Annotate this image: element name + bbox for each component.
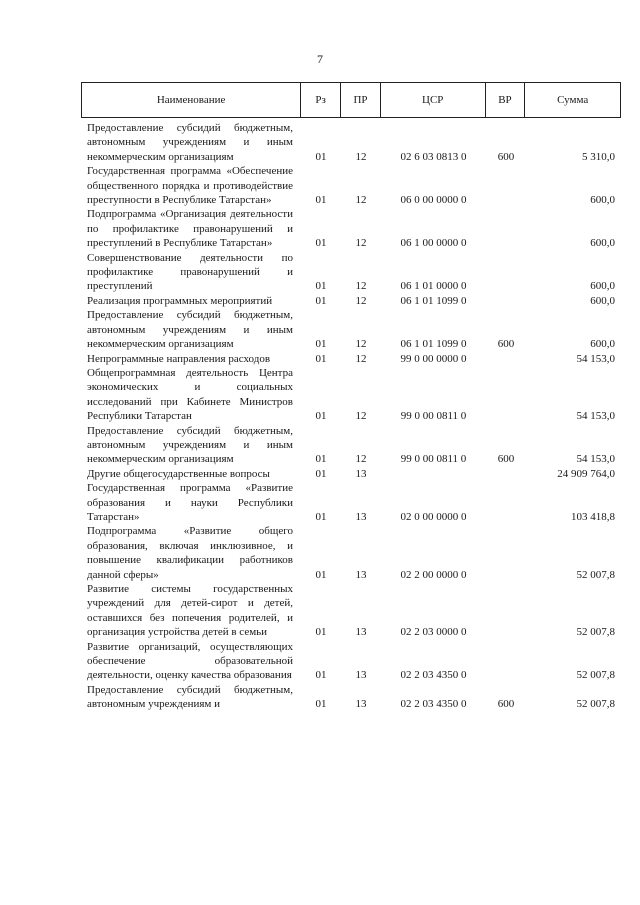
row-csr: 06 1 00 0000 0 [400,237,467,250]
row-csr: 99 0 00 0811 0 [400,453,467,466]
row-csr: 06 1 01 1099 0 [400,294,467,307]
row-name: Развитие организаций, осуществляющих обеспечение образовательной деятельности, оценку качества образования [87,640,293,682]
row-csr: 02 0 00 0000 0 [400,510,467,523]
table-row [81,524,621,582]
table-row [81,683,621,712]
row-csr: 06 1 01 1099 0 [400,338,467,351]
row-sum: 600,0 [590,280,615,293]
table-row [81,121,621,164]
row-csr: 02 2 03 4350 0 [400,669,467,682]
table-row [81,582,621,640]
row-pr: 13 [355,568,367,581]
row-rz: 01 [315,410,327,423]
table-row [81,164,621,207]
table-row [81,366,621,424]
row-rz: 01 [315,510,327,523]
row-rz: 01 [315,669,327,682]
row-sum: 52 007,8 [576,698,615,711]
table-body [81,121,621,712]
table-row [81,207,621,250]
page-number: 7 [317,52,323,66]
table-row [81,467,621,481]
row-rz: 01 [315,194,327,207]
row-sum: 52 007,8 [576,568,615,581]
row-vr: 600 [497,150,515,163]
table-row [81,294,621,308]
row-csr: 06 1 01 0000 0 [400,280,467,293]
table-row [81,424,621,467]
row-sum: 54 153,0 [576,453,615,466]
row-sum: 54 153,0 [576,352,615,365]
row-pr: 13 [355,669,367,682]
row-csr: 02 2 03 0000 0 [400,626,467,639]
row-pr: 12 [355,352,367,365]
row-csr: 02 6 03 0813 0 [400,150,467,163]
table-header [81,82,621,118]
row-sum: 600,0 [590,194,615,207]
row-pr: 12 [355,294,367,307]
row-pr: 12 [355,194,367,207]
row-name: Подпрограмма «Организация деятельности по профилактике правонарушений и преступлений в Республике Татарстан» [87,208,293,250]
row-name: Реализация программных мероприятий [87,294,273,307]
table-row [81,640,621,683]
row-rz: 01 [315,568,327,581]
row-name: Государственная программа «Обеспечение общественного порядка и противодействие преступности в Республике Татарстан» [87,165,293,207]
row-csr: 02 2 00 0000 0 [400,568,467,581]
column-header-csr: ЦСР [381,83,486,117]
row-rz: 01 [315,280,327,293]
row-sum: 5 310,0 [582,150,615,163]
row-pr: 13 [355,626,367,639]
row-name: Другие общегосударственные вопросы [87,467,270,480]
row-pr: 12 [355,410,367,423]
row-pr: 13 [355,510,367,523]
row-sum: 52 007,8 [576,626,615,639]
row-csr: 99 0 00 0000 0 [400,352,467,365]
row-name: Предоставление субсидий бюджетным, автономным учреждениям и иным некоммерческим организациям [87,122,293,163]
row-sum: 600,0 [590,237,615,250]
row-csr: 02 2 03 4350 0 [400,698,467,711]
table-row [81,352,621,366]
row-pr: 13 [355,698,367,711]
row-sum: 52 007,8 [576,669,615,682]
row-name: Государственная программа «Развитие образования и науки Республики Татарстан» [87,482,293,523]
row-sum: 54 153,0 [576,410,615,423]
column-header-pr: ПР [341,83,381,117]
row-pr: 13 [355,467,367,480]
row-pr: 12 [355,280,367,293]
row-pr: 12 [355,237,367,250]
row-vr: 600 [497,453,515,466]
column-header-rz: Рз [301,83,341,117]
row-csr: 99 0 00 0811 0 [400,410,467,423]
row-rz: 01 [315,453,327,466]
table-row [81,308,621,351]
row-sum: 600,0 [590,338,615,351]
row-rz: 01 [315,352,327,365]
row-rz: 01 [315,698,327,711]
row-csr: 06 0 00 0000 0 [400,194,467,207]
column-header-vr: ВР [486,83,526,117]
row-sum: 24 909 764,0 [557,467,615,480]
column-header-sum: Сумма [557,94,589,106]
row-name: Предоставление субсидий бюджетным, автономным учреждениям и иным некоммерческим организациям [87,309,293,351]
row-rz: 01 [315,338,327,351]
row-rz: 01 [315,237,327,250]
row-vr: 600 [497,338,515,351]
row-rz: 01 [315,626,327,639]
row-name: Развитие системы государственных учреждений для детей-сирот и детей, оставшихся без попечения родителей, и организация устройства детей в семьи [87,583,293,639]
table-row [81,251,621,294]
row-pr: 12 [355,338,367,351]
row-rz: 01 [315,150,327,163]
row-rz: 01 [315,467,327,480]
row-name: Подпрограмма «Развитие общего образования, включая инклюзивное, и повышение квалификации работников данной сферы» [87,525,293,581]
row-pr: 12 [355,453,367,466]
row-sum: 103 418,8 [571,510,615,523]
row-vr: 600 [497,698,515,711]
row-name: Предоставление субсидий бюджетным, автономным учреждениям и иным некоммерческим организациям [87,424,293,466]
row-pr: 12 [355,150,367,163]
row-sum: 600,0 [590,294,615,307]
row-rz: 01 [315,294,327,307]
row-name: Непрограммные направления расходов [87,352,271,365]
column-header-name: Наименование [82,83,301,117]
row-name: Совершенствование деятельности по профилактике правонарушений и преступлений [87,251,293,293]
row-name: Общепрограммная деятельность Центра экономических и социальных исследований при Кабинете Министров Республики Татарстан [87,366,293,423]
row-name: Предоставление субсидий бюджетным, автономным учреждениям и [87,683,293,711]
table-row [81,481,621,524]
